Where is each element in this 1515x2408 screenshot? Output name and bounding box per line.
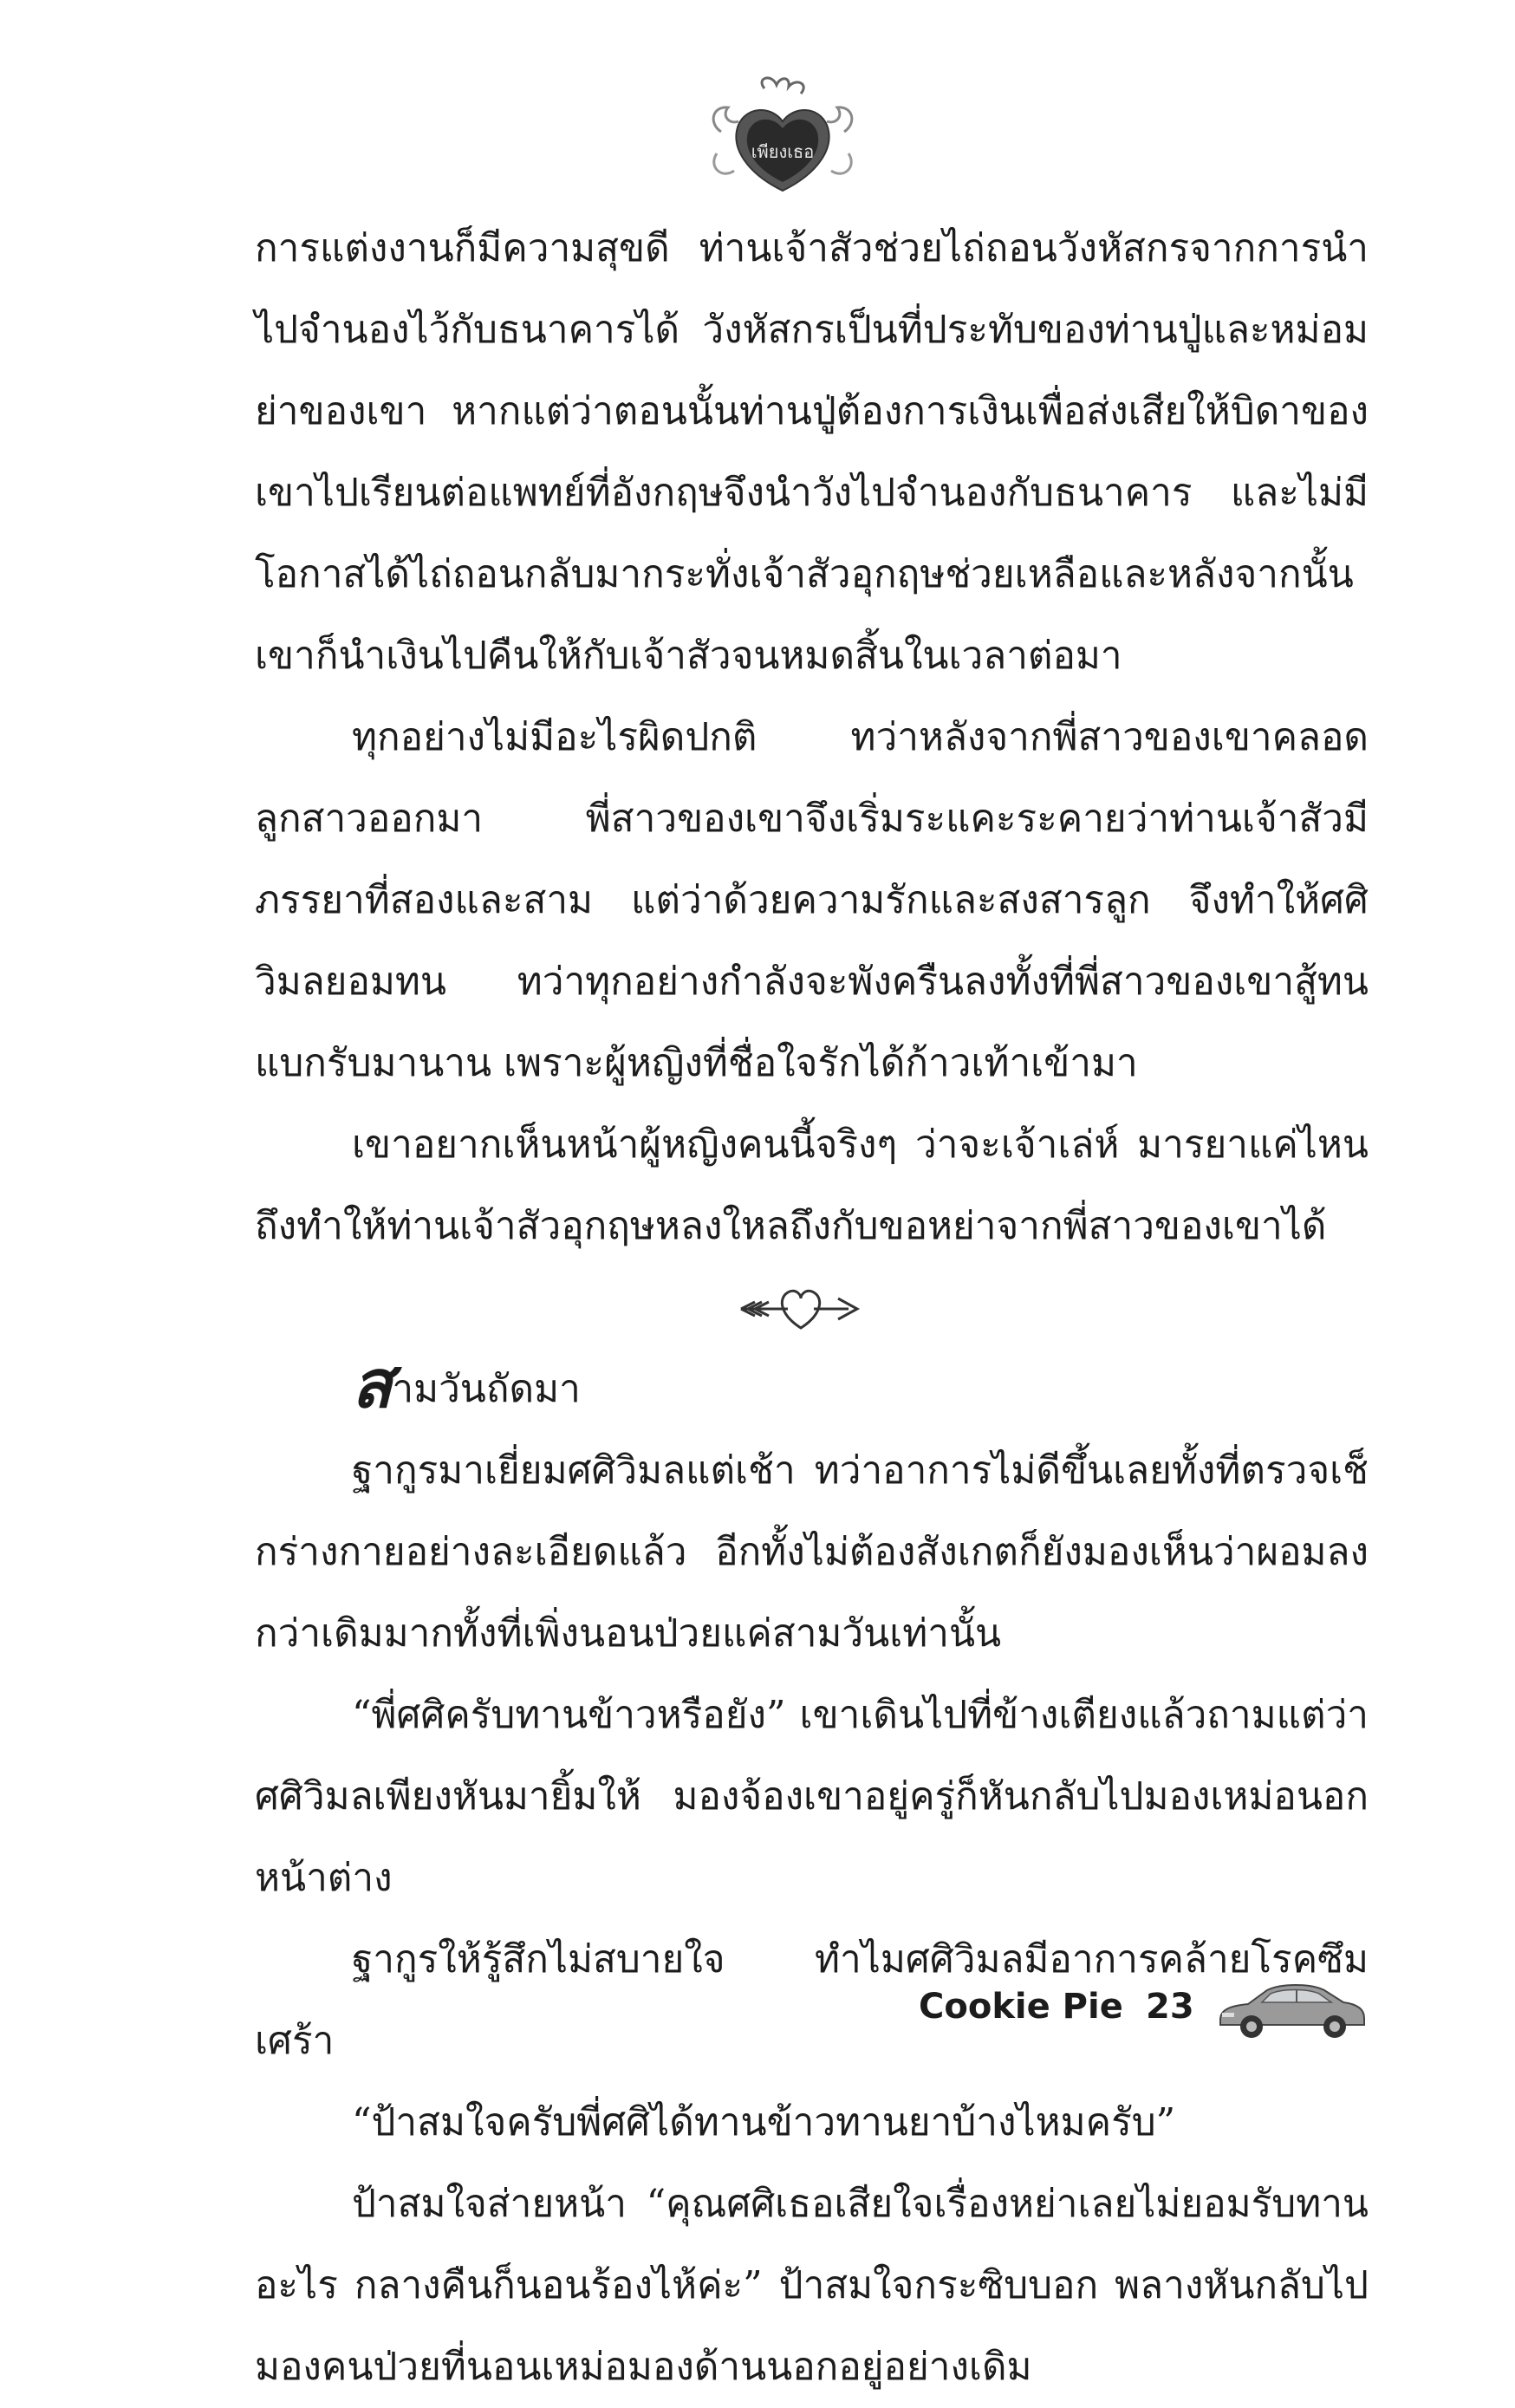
arrow-heart-divider-icon bbox=[736, 1278, 866, 1338]
paragraph: เขาอยากเห็นหน้าผู้หญิงคนนี้จริงๆ ว่าจะเจ้าเล่ห์ มารยาแค่ไหนถึงทำให้ท่านเจ้าสัวอุกฤษหลงใหลถึงกับขอหย่าจากพี่สาวของเขาได้ bbox=[255, 1123, 1369, 1248]
page-number: 23 bbox=[1146, 1987, 1194, 2027]
car-icon bbox=[1213, 1975, 1369, 2044]
paragraph: การแต่งงานก็มีความสุขดี ท่านเจ้าสัวช่วยไถ่ถอนวังหัสกรจากการนำไปจำนองไว้กับธนาคารได้ วังหัสกรเป็นที่ประทับของท่านปู่และหม่อมย่าของเขา หากแต่ว่าตอนนั้นท่านปู่ต้องการเงินเพื่อส่งเสียให้บิดาของเขาไปเรียนต่อแพทย์ที่อังกฤษจึงนำวังไปจำนองกับธนาคาร และไม่มีโอกาสได้ไถ่ถอนกลับมากระทั่งเจ้าสัวอุกฤษช่วยเหลือและหลังจากนั้นเขาก็นำเงินไปคืนให้กับเจ้าสัวจนหมดสิ้นในเวลาต่อมา bbox=[255, 226, 1369, 678]
section-divider bbox=[255, 1267, 1369, 1349]
paragraph: “พี่ศศิครับทานข้าวหรือยัง” เขาเดินไปที่ข้างเตียงแล้วถามแต่ว่าศศิวิมลเพียงหันมายิ้มให้ มองจ้องเขาอยู่ครู่ก็หันกลับไปมองเหม่อนอกหน้าต่าง bbox=[255, 1693, 1369, 1900]
paragraph: ป้าสมใจส่ายหน้า “คุณศศิเธอเสียใจเรื่องหย่าเลยไม่ยอมรับทานอะไร กลางคืนก็นอนร้องไห้ค่ะ” ป้าสมใจกระซิบบอก พลางหันกลับไปมองคนป่วยที่นอนเหม่อมองด้านนอกอยู่อย่างเดิม bbox=[255, 2182, 1369, 2389]
ornamental-emblem-icon bbox=[704, 71, 862, 201]
emblem-text: เพียงเธอ bbox=[751, 141, 815, 162]
paragraph: “ป้าสมใจครับพี่ศศิได้ทานข้าวทานยาบ้างไหมครับ” bbox=[352, 2100, 1176, 2144]
page-body bbox=[255, 208, 1369, 2408]
book-title: Cookie Pie bbox=[919, 1987, 1123, 2027]
chapter-opening bbox=[255, 1345, 1369, 1430]
paragraph: ทุกอย่างไม่มีอะไรผิดปกติ ทว่าหลังจากพี่สาวของเขาคลอดลูกสาวออกมา พี่สาวของเขาจึงเริ่มระแคะระคายว่าท่านเจ้าสัวมีภรรยาที่สองและสาม แต่ว่าด้วยความรักและสงสารลูก จึงทำให้ศศิวิมลยอมทน ทว่าทุกอย่างกำลังจะพังครืนลงทั้งที่พี่สาวของเขาสู้ทนแบกรับมานาน เพราะผู้หญิงที่ชื่อใจรักได้ก้าวเท้าเข้ามา bbox=[255, 715, 1369, 1085]
drop-cap: ส bbox=[352, 1345, 393, 1422]
paragraph: ฐากูรมาเยี่ยมศศิวิมลแต่เช้า ทว่าอาการไม่ดีขึ้นเลยทั้งที่ตรวจเช็กร่างกายอย่างละเอียดแล้ว อีกทั้งไม่ต้องสังเกตก็ยังมองเห็นว่าผอมลงกว่าเดิมมากทั้งที่เพิ่งนอนป่วยแค่สามวันเท่านั้น bbox=[255, 1448, 1369, 1656]
chapter-opening-text: ามวันถัดมา bbox=[392, 1367, 581, 1411]
paragraph: ฐากูรให้รู้สึกไม่สบายใจ ทำไมศศิวิมลมีอาการคล้ายโรคซึมเศร้า bbox=[255, 1937, 1369, 2063]
page-footer bbox=[919, 1968, 1404, 2054]
